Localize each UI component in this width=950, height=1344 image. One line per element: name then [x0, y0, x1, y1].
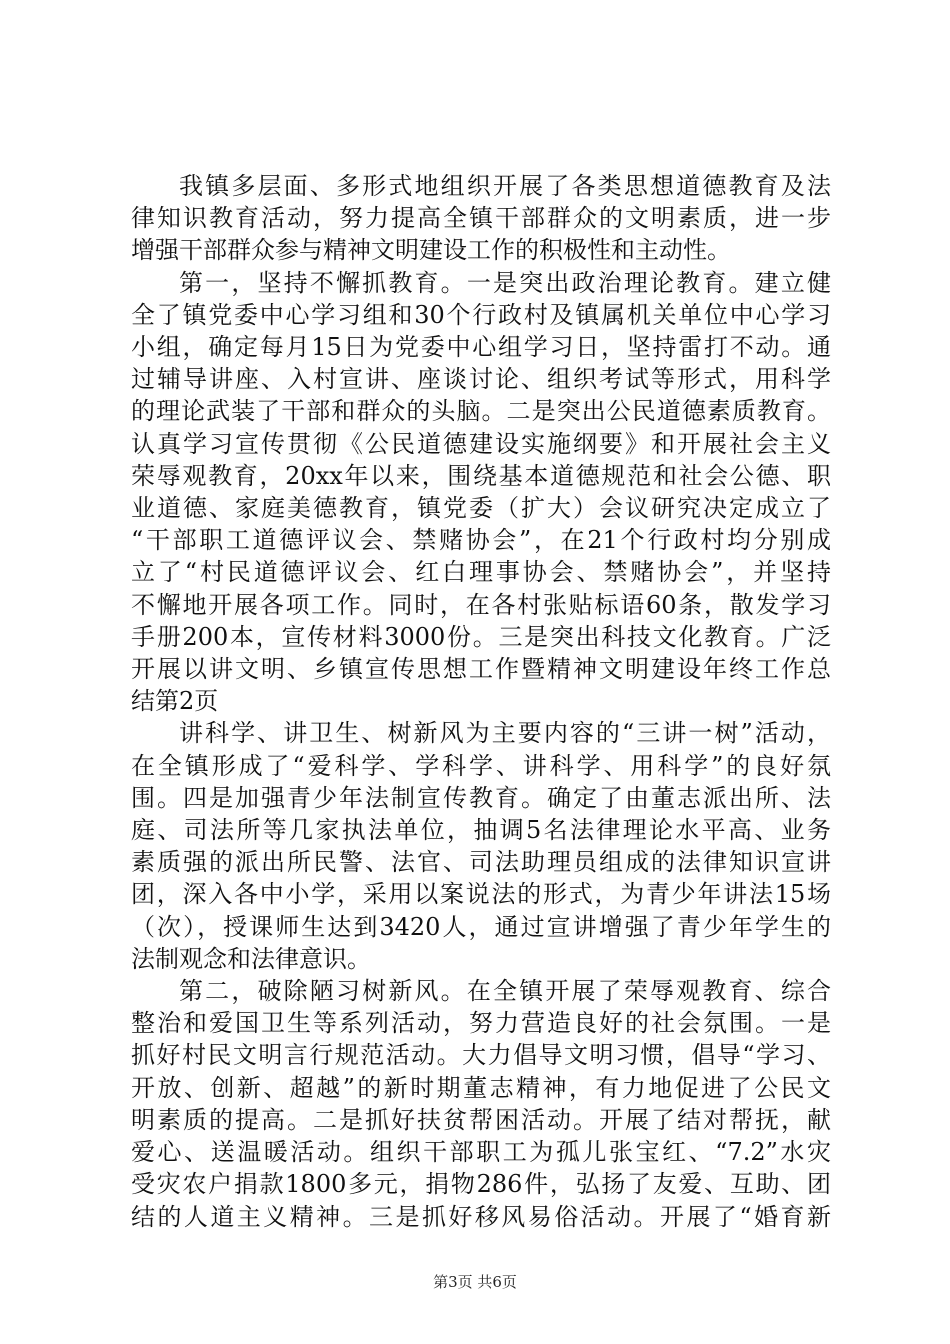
text-line: 第一，坚持不懈抓教育。一是突出政治理论教育。建立健: [179, 268, 831, 297]
text-line: 开放、创新、超越”的新时期董志精神，有力地促进了公民文: [131, 1073, 831, 1102]
text-line: 团，深入各中小学，采用以案说法的形式，为青少年讲法15场: [131, 880, 831, 909]
text-line: （次），授课师生达到3420人，通过宣讲增强了青少年学生的: [131, 912, 831, 941]
text-line: 增强干部群众参与精神文明建设工作的积极性和主动性。: [131, 236, 731, 265]
text-line: 小组，确定每月15日为党委中心组学习日，坚持雷打不动。通: [131, 333, 831, 362]
text-line: 认真学习宣传贯彻《公民道德建设实施纲要》和开展社会主义: [131, 429, 831, 458]
text-line: 整治和爱国卫生等系列活动，努力营造良好的社会氛围。一是: [131, 1009, 831, 1038]
text-line: 受灾农户捐款1800多元，捐物286件，弘扬了友爱、互助、团: [131, 1170, 831, 1199]
text-line: 过辅导讲座、入村宣讲、座谈讨论、组织考试等形式，用科学: [131, 365, 831, 394]
text-line: 业道德、家庭美德教育，镇党委（扩大）会议研究决定成立了: [131, 494, 831, 523]
text-line: 全了镇党委中心学习组和30个行政村及镇属机关单位中心学习: [131, 300, 831, 329]
text-line: 手册200本，宣传材料3000份。三是突出科技文化教育。广泛: [131, 622, 831, 651]
text-line: 法制观念和法律意识。: [131, 944, 371, 973]
text-line: 的理论武装了干部和群众的头脑。二是突出公民道德素质教育。: [131, 397, 831, 426]
text-line: 立了“村民道德评议会、红白理事协会、禁赌协会”，并坚持: [131, 558, 831, 587]
text-line: 明素质的提高。二是抓好扶贫帮困活动。开展了结对帮抚，献: [131, 1105, 831, 1134]
text-line: 爱心、送温暖活动。组织干部职工为孤儿张宝红、“7.2”水灾: [131, 1138, 831, 1167]
page-footer: 第3页 共6页: [433, 1273, 517, 1291]
text-line: 荣辱观教育，20xx年以来，围绕基本道德规范和社会公德、职: [131, 461, 831, 490]
text-line: 在全镇形成了“爱科学、学科学、讲科学、用科学”的良好氛: [131, 751, 831, 780]
text-line: 结第2页: [131, 687, 219, 716]
text-line: 素质强的派出所民警、法官、司法助理员组成的法律知识宣讲: [131, 848, 831, 877]
text-line: 我镇多层面、多形式地组织开展了各类思想道德教育及法: [179, 172, 831, 200]
text-line: 不懈地开展各项工作。同时，在各村张贴标语60条，散发学习: [131, 590, 831, 619]
text-line: “干部职工道德评议会、禁赌协会”，在21个行政村均分别成: [131, 526, 831, 555]
text-line: 开展以讲文明、乡镇宣传思想工作暨精神文明建设年终工作总: [131, 655, 831, 684]
text-line: 抓好村民文明言行规范活动。大力倡导文明习惯，倡导“学习、: [131, 1041, 831, 1070]
text-line: 律知识教育活动，努力提高全镇干部群众的文明素质，进一步: [131, 204, 831, 233]
text-line: 第二，破除陋习树新风。在全镇开展了荣辱观教育、综合: [179, 977, 831, 1006]
text-line: 讲科学、讲卫生、树新风为主要内容的“三讲一树”活动，: [179, 719, 831, 748]
text-line: 围。四是加强青少年法制宣传教育。确定了由董志派出所、法: [131, 783, 831, 812]
document-body: [131, 170, 831, 1233]
text-line: 庭、司法所等几家执法单位，抽调5名法律理论水平高、业务: [131, 816, 831, 845]
text-line: 结的人道主义精神。三是抓好移风易俗活动。开展了“婚育新: [131, 1202, 831, 1231]
